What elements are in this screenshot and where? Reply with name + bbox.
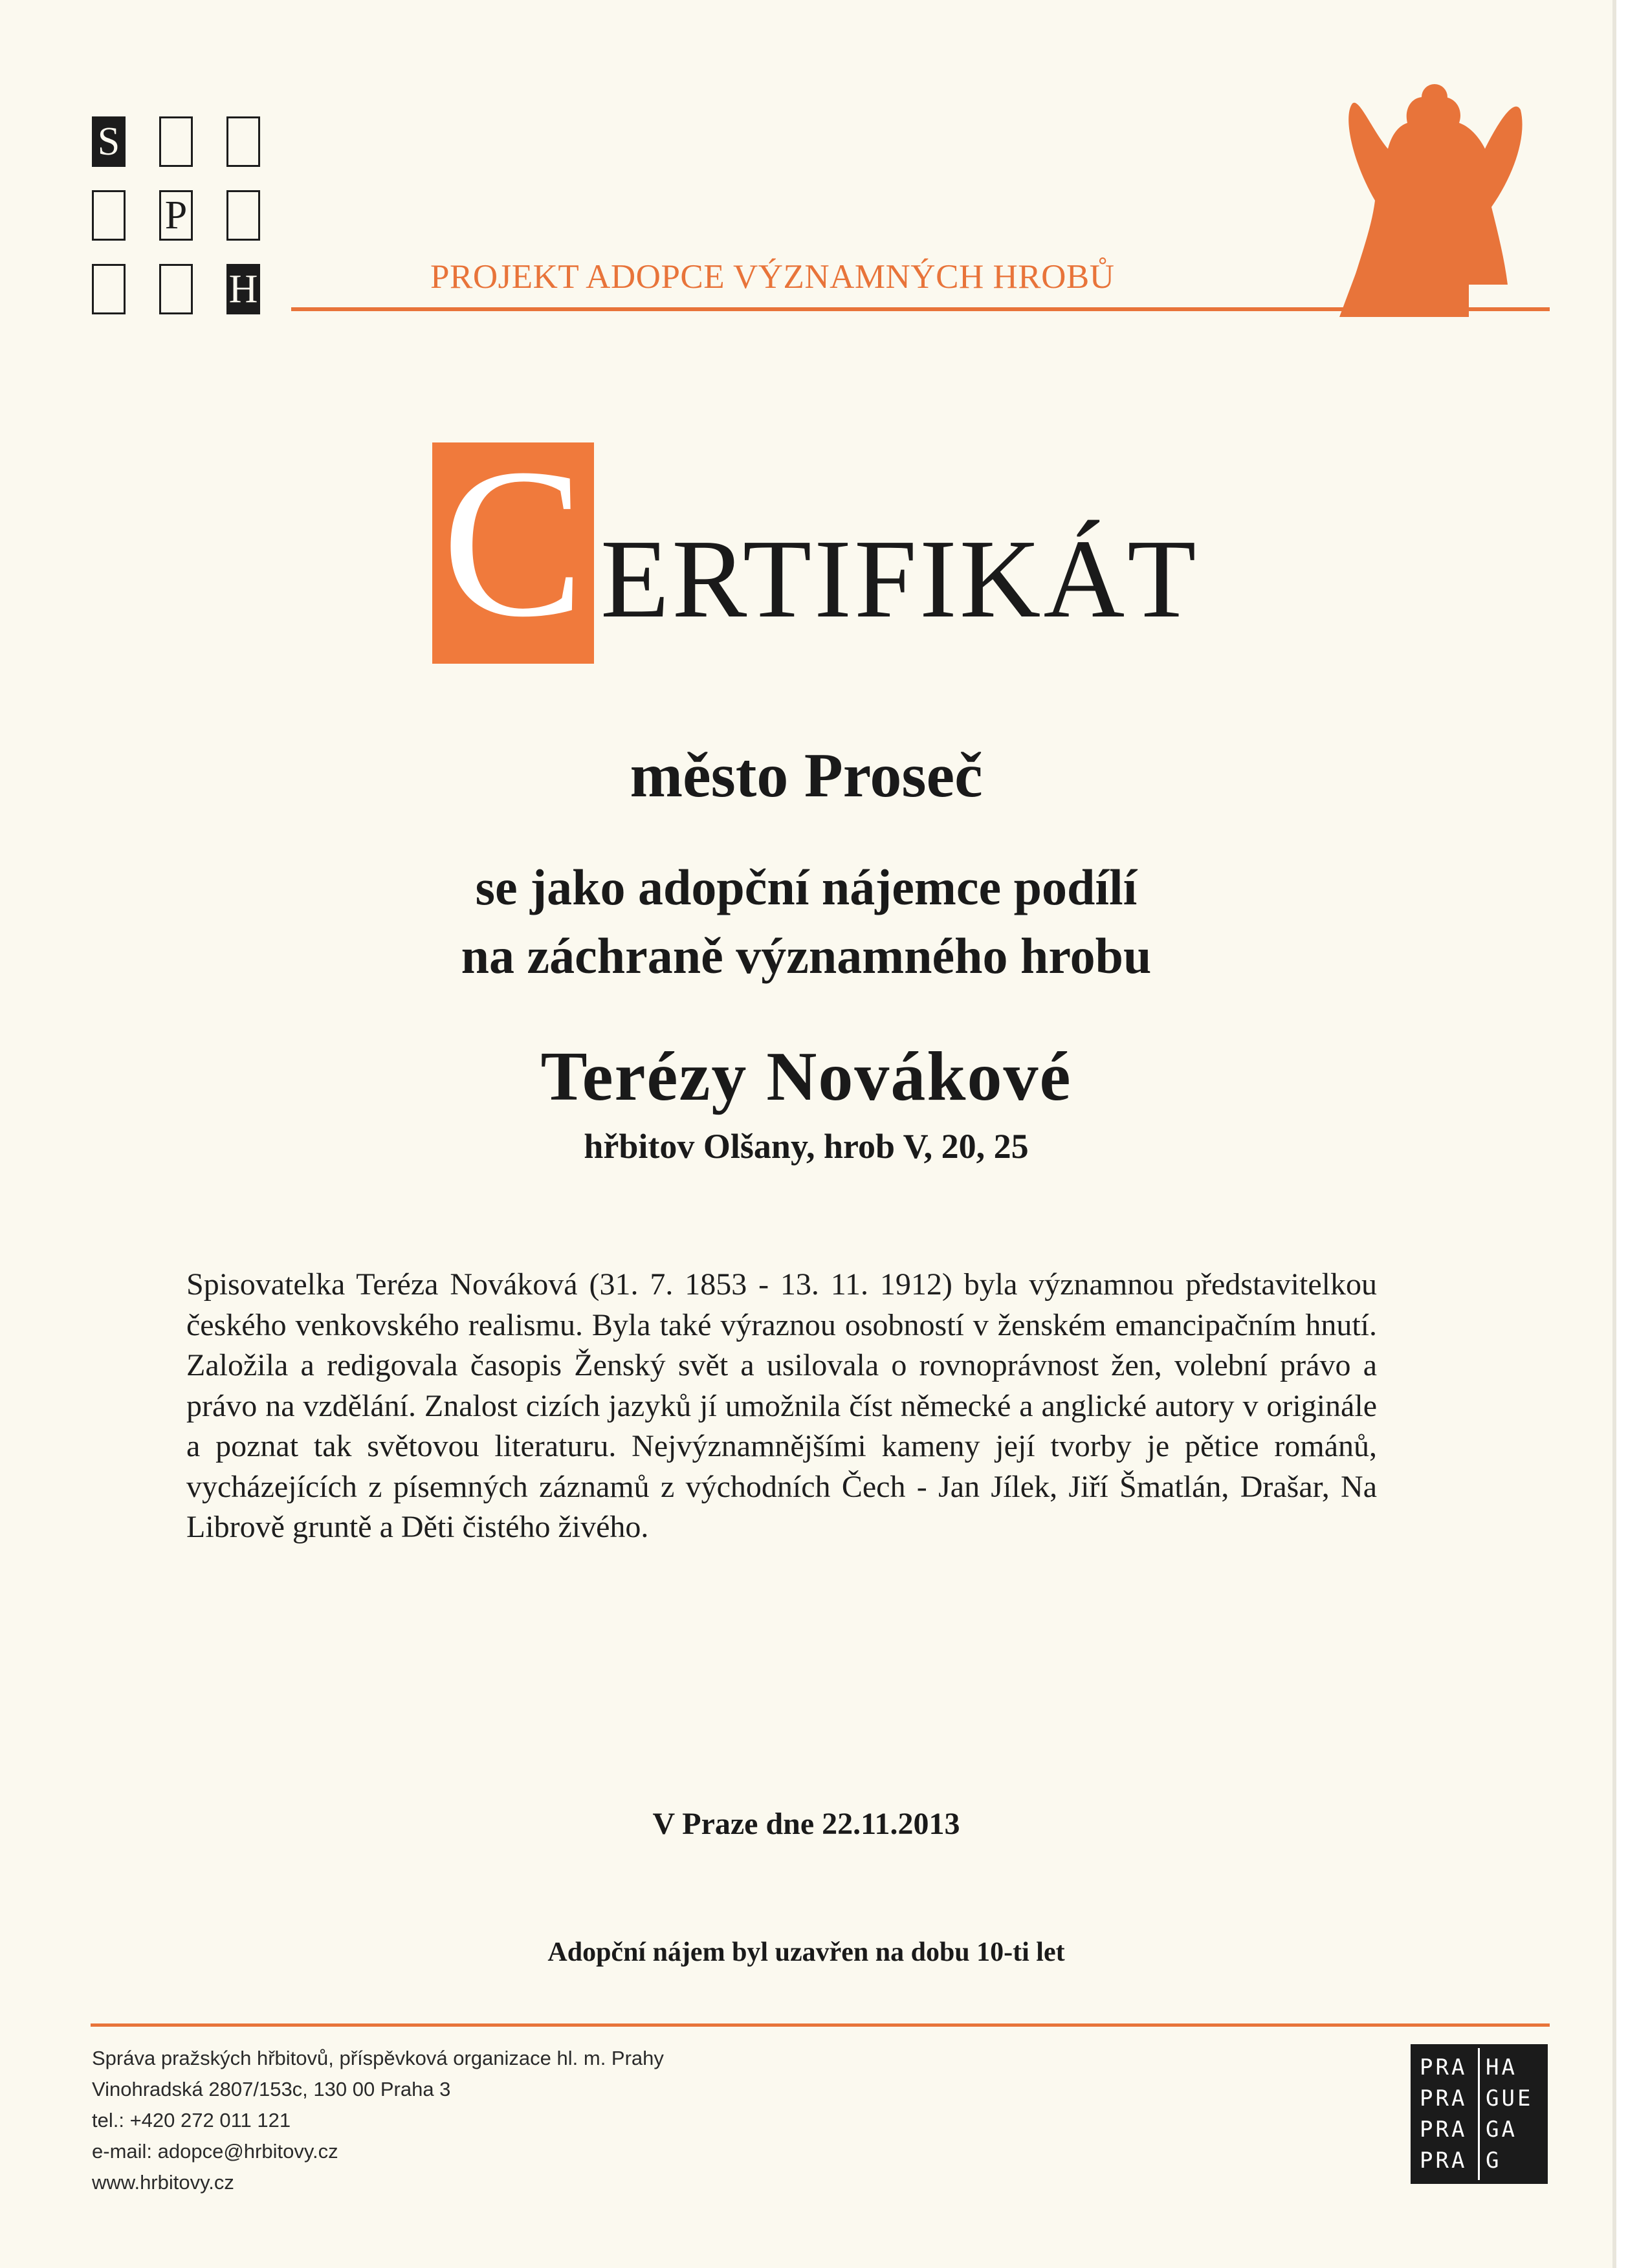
praha-logo-left <box>1420 2052 1467 2176</box>
angel-statue-icon <box>1314 71 1553 317</box>
logo-cell <box>92 264 126 314</box>
footer-email: e-mail: adopce@hrbitovy.cz <box>92 2140 338 2163</box>
logo-cell <box>226 116 260 167</box>
lease-term: Adopční nájem byl uzavřen na dobu 10-ti let <box>547 1937 1065 1967</box>
logo-cell: P <box>159 190 193 241</box>
logo-cell <box>159 116 193 167</box>
biography-paragraph: Spisovatelka Teréza Nováková (31. 7. 1853 - 13. 11. 1912) byla významnou představitelkou českého venkovského realismu. Byla také výraznou osobností v ženském emancipačním hnutí. Založila a redigovala časopis Ženský svět a usilovala o rovnoprávnost žen, volební právo a právo na vzdělání. Znalost cizích jazyků jí umožnila číst německé a anglické autory v originále a poznat tak světovou literaturu. Nejvýznamnějšími kameny její tvorby je pětice románů, vycházejících z písemných záznamů z východních Čech - Jan Jílek, Jiří Šmatlán, Drašar, Na Librově gruntě a Děti čistého živého. <box>186 1267 1377 1544</box>
grave-location: hřbitov Olšany, hrob V, 20, 25 <box>584 1127 1029 1166</box>
praha-logo-text: PRA <box>1420 2086 1468 2111</box>
footer-address: Vinohradská 2807/153c, 130 00 Praha 3 <box>92 2078 451 2100</box>
issue-date: V Praze dne 22.11.2013 <box>652 1807 960 1841</box>
title-text: ERTIFIKÁT <box>600 516 1199 641</box>
footer-org: Správa pražských hřbitovů, příspěvková organizace hl. m. Prahy <box>92 2047 664 2069</box>
praha-logo <box>1411 2044 1548 2184</box>
logo-cell: S <box>92 116 126 167</box>
logo-cell: H <box>226 264 260 314</box>
footer-divider <box>91 2023 1550 2027</box>
praha-logo-text: PRA <box>1420 2117 1468 2143</box>
project-title: PROJEKT ADOPCE VÝZNAMNÝCH HROBŮ <box>430 258 1115 296</box>
logo-cell <box>92 190 126 241</box>
logo-cell <box>159 264 193 314</box>
praha-logo-text: GA <box>1486 2117 1517 2143</box>
paper-edge <box>1612 0 1616 2268</box>
praha-logo-separator <box>1478 2048 1480 2180</box>
footer-contact <box>92 2043 664 2198</box>
footer-phone: tel.: +420 272 011 121 <box>92 2109 291 2132</box>
title-initial: C <box>441 425 585 661</box>
praha-logo-text: GUE <box>1486 2086 1534 2111</box>
adopter-name: město Proseč <box>630 741 983 811</box>
praha-logo-right <box>1486 2052 1533 2176</box>
footer-web: www.hrbitovy.cz <box>92 2171 234 2194</box>
praha-logo-text: PRA <box>1420 2148 1468 2174</box>
phrase-line-1: se jako adopční nájemce podílí <box>475 859 1138 915</box>
praha-logo-text: HA <box>1486 2055 1517 2080</box>
praha-logo-text: PRA <box>1420 2055 1468 2080</box>
phrase-line-2: na záchraně významného hrobu <box>461 928 1152 984</box>
logo-cell <box>226 190 260 241</box>
grave-person-name: Terézy Novákové <box>540 1038 1072 1115</box>
sph-logo <box>92 116 260 314</box>
praha-logo-text: G <box>1486 2148 1502 2174</box>
